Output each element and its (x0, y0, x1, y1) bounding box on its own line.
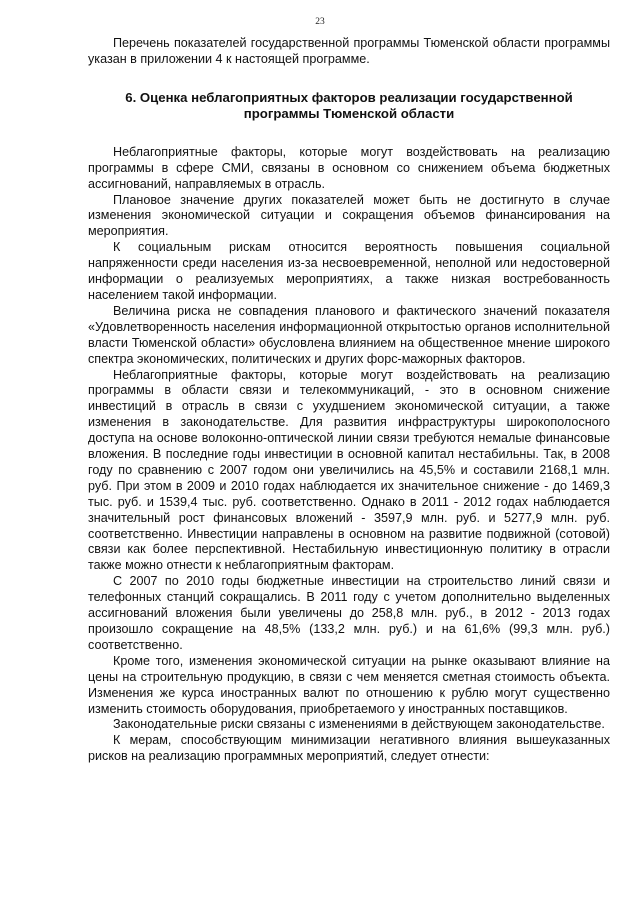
page-number: 23 (315, 17, 325, 27)
paragraph: Законодательные риски связаны с изменениями в действующем законодательстве. (113, 717, 605, 732)
paragraph: К социальным рискам относится вероятность повышения социальной напряженности среди населения из-за несвоевременной, неполной или недостоверной информации о реализуемых мероприятиях, а также низкая востребованность населением такой информации. (88, 240, 610, 302)
paragraph: Величина риска не совпадения планового и фактического значений показателя «Удовлетворенность населения информационной открытостью органов исполнительной власти Тюменской области» обусловлена влиянием на общественное мнение широкого спектра экономических, политических и других форс-мажорных факторов. (88, 303, 610, 366)
paragraph: Неблагоприятные факторы, которые могут воздействовать на реализацию программы в сфере СМИ, связаны в основном со снижением объема бюджетных ассигнований, направляемых в отрасль. (88, 144, 610, 191)
paragraph: Плановое значение других показателей может быть не достигнуто в случае изменения экономической ситуации и сокращения объемов финансирования на мероприятия. (88, 192, 610, 239)
paragraph: С 2007 по 2010 годы бюджетные инвестиции на строительство линий связи и телефонных станций сокращались. В 2011 году с учетом дополнительно выделенных ассигнований вложения были увеличены до 258,8 млн. руб., в 2012 - 2013 годах произошло сокращение на 48,5% (133,2 млн. руб.) и на 61,6% (99,3 млн. руб.) соответственно. (88, 574, 610, 652)
paragraph: К мерам, способствующим минимизации негативного влияния вышеуказанных рисков на реализацию программных мероприятий, следует отнести: (88, 733, 610, 764)
paragraph: Кроме того, изменения экономической ситуации на рынке оказывают влияние на цены на строительную продукцию, в связи с чем меняется сметная стоимость объекта. Изменения же курса иностранных валют по отношению к рублю могут существенно изменить стоимость оборудования, приобретаемого у иностранных поставщиков. (88, 653, 610, 716)
intro-paragraph: Перечень показателей государственной программы Тюменской области программы указан в приложении 4 к настоящей программе. (88, 36, 610, 66)
section-title: 6. Оценка неблагоприятных факторов реализации государственной программы Тюменской области (125, 89, 573, 121)
paragraph: Неблагоприятные факторы, которые могут воздействовать на реализацию программы в области связи и телекоммуникаций, - это в основном снижение инвестиций в отрасль в связи с ухудшением экономической ситуации, а также изменения в законодательстве. Для развития инфраструктуры широкополосного доступа на основе волоконно-оптической линии связи требуются немалые финансовые вложения. В последние годы инвестиции в основной капитал нестабильны. Так, в 2008 году по сравнению с 2007 годом они увеличились на 45,5% и составили 2168,1 млн. руб. При этом в 2009 и 2010 годах наблюдается их значительное снижение - до 1469,3 тыс. руб. и 1539,4 тыс. руб. соответственно. Однако в 2011 - 2012 годах наблюдается значительный рост финансовых вложений - 3597,9 млн. руб. и 5277,9 млн. руб. соответственно. Инвестиции направлены в основном на развитие подвижной (сотовой) связи как более перспективной. Нестабильную инвестиционную политику в отрасли также можно отнести к неблагоприятным факторам. (88, 367, 610, 573)
document-body (88, 36, 610, 765)
